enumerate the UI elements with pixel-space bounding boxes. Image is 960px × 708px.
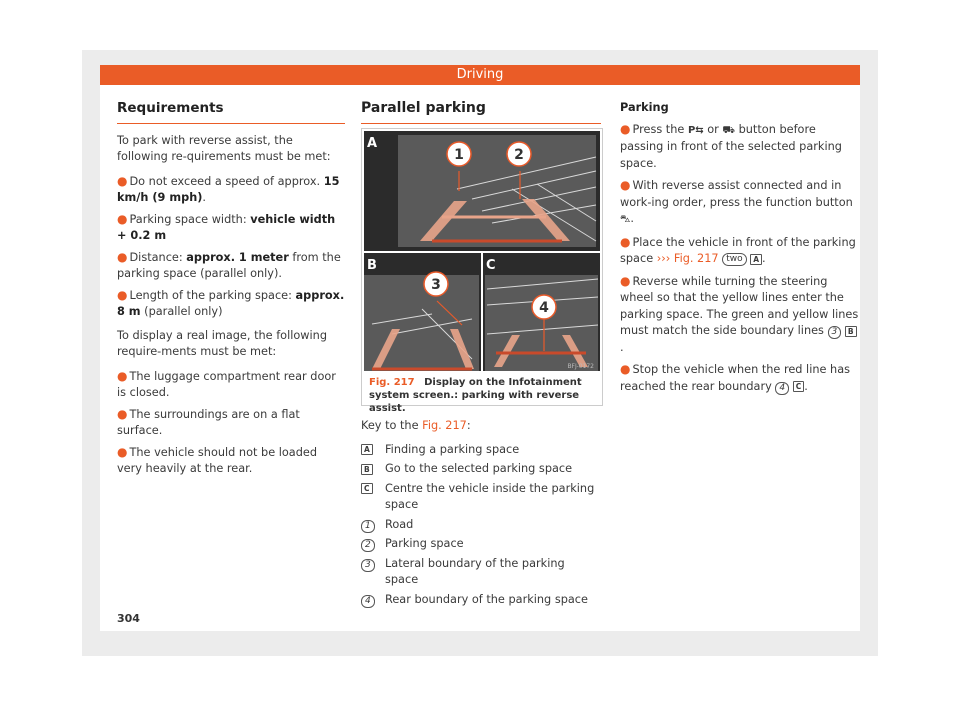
req-bullet: [117, 173, 345, 207]
step-text: Reverse while turning the steering wheel so that the yellow lines enter the parking space. The green and yellow lines must match the side boundary lines: [620, 274, 859, 337]
key-row: [361, 481, 601, 514]
key-text: Lateral boundary of the parking space: [385, 556, 565, 586]
parallel-title: Parallel parking: [361, 100, 601, 124]
parking-step: ● Place the vehicle in front of the parking space ››› Fig. 217 two A .: [620, 234, 856, 265]
key-text: Parking space: [385, 537, 464, 550]
callout-ref: 3: [828, 326, 842, 339]
figure-code: BFJ-0172: [567, 363, 594, 370]
figure-217: [361, 128, 603, 414]
parking-step: [620, 121, 860, 173]
key-symbol: [361, 536, 385, 553]
key-number: 1: [361, 520, 375, 533]
req-bullet: [117, 211, 345, 245]
requirements-intro-2: To display a real image, the following require-ments must be met:: [117, 328, 327, 358]
bullet-icon: ●: [620, 178, 631, 192]
key-number: 3: [361, 559, 375, 572]
step-ref-badge: two: [722, 253, 746, 266]
key-row: [361, 517, 601, 534]
callout-1-label: 1: [454, 147, 464, 163]
panel-b-label: B: [367, 258, 377, 273]
bullet-icon: ●: [117, 406, 128, 421]
key-symbol-box: A: [361, 444, 373, 455]
key-row: [361, 536, 601, 553]
key-text: Finding a parking space: [385, 442, 520, 456]
step-text-post: button before passing in front of the selected parking space.: [620, 122, 842, 170]
req-value: approx. 8 m: [117, 288, 345, 318]
parking-step: ● With reverse assist connected and in work-ing order, press the function button ⛍.: [620, 178, 853, 225]
requirements-column: [117, 100, 345, 482]
park-button-icon: P⇆: [687, 124, 704, 136]
key-symbol-box: B: [361, 464, 373, 475]
key-number: 4: [361, 595, 375, 608]
step-text-mid: or: [703, 122, 723, 136]
bullet-icon: ●: [117, 368, 128, 383]
figure-caption-text: Display on the Infotainment system screen.: parking with reverse assist.: [369, 377, 582, 414]
ref-arrows: ›››: [656, 252, 671, 265]
req2-text: The vehicle should not be loaded very heavily at the rear.: [117, 445, 317, 475]
bullet-icon: ●: [620, 234, 631, 249]
chapter-header: [100, 65, 860, 85]
bullet-icon: ●: [117, 287, 128, 302]
parking-illustration: [362, 129, 602, 373]
req-text: Distance:: [129, 250, 187, 264]
key-symbol: [361, 592, 385, 609]
key-symbol: [361, 517, 385, 534]
key-text: Centre the vehicle inside the parking space: [385, 481, 595, 511]
key-number: 2: [361, 539, 375, 552]
page-number: 304: [117, 612, 140, 625]
req-value: vehicle width + 0.2 m: [117, 212, 336, 242]
parking-step: ● Stop the vehicle when the red line has reached the rear boundary 4 C .: [620, 362, 850, 393]
parking-title: Parking: [620, 101, 669, 114]
bullet-icon: ●: [117, 173, 128, 188]
key-symbol: [361, 556, 385, 589]
key-symbol-box: C: [361, 483, 373, 494]
bullet-icon: ●: [117, 444, 128, 459]
req2-bullet: [117, 444, 345, 478]
figure-number: Fig. 217: [369, 377, 415, 388]
req2-text: The surroundings are on a flat surface.: [117, 407, 300, 437]
key-colon: :: [466, 419, 471, 432]
req-bullet: [117, 249, 345, 283]
panel-a-label: A: [367, 136, 378, 151]
step-text: With reverse assist connected and in work-ing order, press the function button: [620, 179, 853, 209]
callout-ref: 4: [775, 382, 789, 395]
bullet-icon: ●: [620, 362, 631, 376]
key-symbol: [361, 461, 385, 478]
req-text-post: from the parking space (parallel only).: [117, 250, 341, 280]
req-value: approx. 1 meter: [186, 250, 289, 264]
key-text: Rear boundary of the parking space: [385, 592, 588, 606]
callout-2-label: 2: [514, 147, 524, 163]
fig-ref-link[interactable]: Fig. 217: [673, 252, 719, 265]
key-intro: [361, 418, 601, 435]
step-text: Place the vehicle in front of the parking space: [620, 235, 856, 265]
req-text-post: (parallel only): [140, 305, 223, 318]
panel-ref-box: C: [793, 381, 805, 392]
bullet-icon: ●: [620, 273, 631, 288]
callout-3-label: 3: [431, 277, 441, 293]
panel-ref-box: A: [750, 254, 762, 265]
panel-c-label: C: [486, 258, 496, 273]
req-text: Parking space width:: [129, 212, 251, 226]
req-bullet: [117, 287, 345, 321]
key-fig-link[interactable]: Fig. 217: [422, 419, 467, 432]
key-text: Go to the selected parking space: [385, 462, 573, 475]
parking-step: ● Reverse while turning the steering wheel so that the yellow lines enter the parking space. The green and yellow lines must match the side boundary lines 3 B.: [620, 273, 859, 354]
key-symbol: [361, 481, 385, 514]
key-intro-text: Key to the: [361, 419, 423, 432]
requirements-intro: To park with reverse assist, the following re-quirements must be met:: [117, 133, 331, 163]
bullet-icon: ●: [117, 211, 128, 226]
key-list: [361, 418, 601, 611]
key-row: [361, 461, 601, 478]
bullet-icon: ●: [620, 121, 631, 136]
key-row: [361, 592, 601, 609]
figure-caption: [369, 376, 595, 415]
chapter-title: Driving: [456, 67, 504, 82]
req2-text: The luggage compartment rear door is closed.: [117, 369, 336, 399]
callout-4-label: 4: [539, 300, 549, 316]
bullet-icon: ●: [117, 249, 128, 264]
requirements-title: Requirements: [117, 100, 345, 124]
req-text: Length of the parking space:: [129, 288, 296, 302]
park-assist-icon: ⛟: [722, 124, 735, 136]
req-text-post: .: [202, 191, 206, 204]
req2-bullet: [117, 368, 345, 402]
parking-column: [620, 100, 860, 399]
key-text: Road: [385, 517, 414, 531]
function-button-icon: ⛍: [620, 214, 631, 225]
step-text: Press the: [632, 122, 688, 136]
panel-ref-box: B: [845, 326, 857, 337]
req-value: 15 km/h (9 mph): [117, 174, 340, 204]
key-row: [361, 556, 601, 589]
key-row: [361, 442, 601, 459]
key-symbol: [361, 442, 385, 459]
req2-bullet: [117, 406, 345, 440]
step-text: Stop the vehicle when the red line has reached the rear boundary: [620, 363, 850, 393]
req-text: Do not exceed a speed of approx.: [129, 174, 324, 188]
